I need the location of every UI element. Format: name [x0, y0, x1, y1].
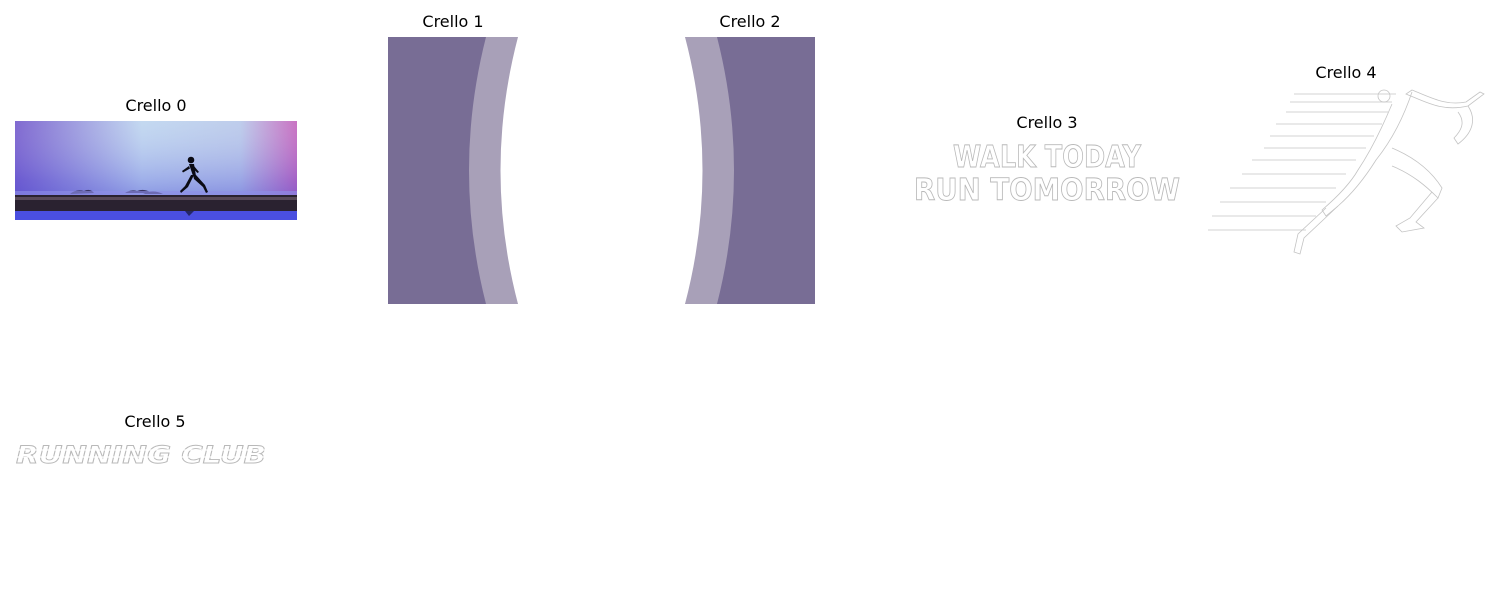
panel-crello-4: [1206, 63, 1486, 256]
left-arc-shape: [388, 37, 518, 304]
panel-crello-3: [912, 113, 1182, 206]
outlined-text-graphic: [912, 138, 1182, 206]
panel-title: Crello 4: [1315, 63, 1377, 82]
panel-title: Crello 0: [125, 96, 187, 115]
running-man-icon: [1206, 88, 1486, 256]
panel-title: Crello 5: [124, 412, 186, 431]
panel-title: Crello 2: [719, 12, 781, 31]
panel-crello-1: [388, 12, 518, 304]
club-logo-text: RUNNING CLUB: [16, 441, 266, 469]
panel-title: Crello 3: [1016, 113, 1078, 132]
text-line-2: RUN TOMORROW: [914, 173, 1180, 206]
right-arc-shape: [685, 37, 815, 304]
panel-crello-2: [685, 12, 815, 304]
text-line-1: WALK TODAY: [953, 140, 1143, 175]
club-logo-graphic: [15, 437, 268, 471]
runner-photo: [15, 121, 297, 220]
panel-crello-5: [15, 412, 268, 471]
panel-title: Crello 1: [422, 12, 484, 31]
panel-crello-0: [15, 96, 297, 220]
